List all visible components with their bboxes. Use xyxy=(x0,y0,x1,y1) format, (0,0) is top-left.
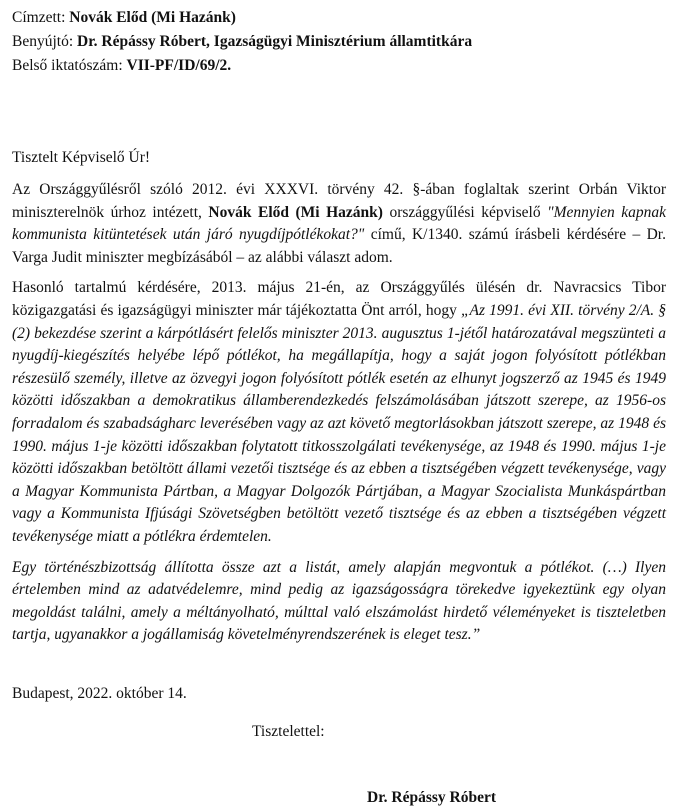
date-line: Budapest, 2022. október 14. xyxy=(12,685,187,702)
paragraph-2 xyxy=(12,277,666,548)
closing-line: Tisztelettel: xyxy=(252,723,325,740)
reference-value: VII-PF/ID/69/2. xyxy=(126,57,232,74)
p2-quote: „Az 1991. évi XII. törvény 2/A. § (2) bekezdése szerint a kárpótlásért felelős miniszter 2013. augusztus 1-jétől határozatával megszünteti a nyugdíj-kiegészítés helyébe lépő pótlékot, ha megállapítja, hogy a saját jogon folyósított pótlékban részesülő személy, illetve az özvegyi jogon folyósított pótlék esetén az elhunyt jogszerző az 1945 és 1949 közötti időszakban a demokratikus államberendezkedés felszámolásában játszott szerepe, az 1956-os forradalom és szabadságharc leverésében vagy az azt követő megtorlásokban játszott szerepe, az 1948 és 1990. május 1-je közötti időszakban folytatott titkosszolgálati tevékenysége, az 1948 és 1990. május 1-je közötti időszakban betöltött állami vezetői tisztsége és az ebben a tisztségében végzett tevékenysége, vagy a Magyar Kommunista Pártban, a Magyar Dolgozók Pártjában, a Magyar Szocialista Munkáspártban vagy a Kommunista Ifjúsági Szövetségben betöltött vezető tisztsége és az ebben a tisztségében végzett tevékenysége miatt a pótlékra érdemtelen. xyxy=(12,301,666,545)
reference-label: Belső iktatószám: xyxy=(12,57,123,74)
submitter-value: Dr. Répássy Róbert, Igazságügyi Minisztérium államtitkára xyxy=(77,33,473,50)
p1-text-c: országgyűlési képviselő xyxy=(382,203,548,221)
p1-mp-name: Novák Előd (Mi Hazánk) xyxy=(208,203,383,221)
submitter-line xyxy=(12,30,666,54)
recipient-line xyxy=(12,6,666,30)
paragraph-3 xyxy=(12,557,666,647)
paragraph-1 xyxy=(12,179,666,269)
p1-text-a: Az Országgyűlésről szóló 2012. évi XXXVI. törvény 42. §-ában foglaltak szerint Orbán Viktor miniszterelnök úrhoz intézett, xyxy=(12,181,666,221)
recipient-label: Címzett: xyxy=(12,9,66,26)
greeting: Tisztelt Képviselő Úr! xyxy=(12,149,151,166)
p2-text-a: Hasonló tartalmú kérdésére, 2013. május 21-én, az Országgyűlés ülésén dr. Navracsics Tibor közigazgatási és igazságügyi miniszter már tájékoztatta Önt arról, hogy xyxy=(12,279,666,319)
letter-page xyxy=(12,6,667,806)
p1-text-e: című, K/1340. számú írásbeli kérdésére – Dr. Varga Judit miniszter megbízásából – az alábbi választ adom. xyxy=(12,226,666,266)
letter-body xyxy=(12,179,666,655)
submitter-label: Benyújtó: xyxy=(12,33,74,50)
signer-name: Dr. Répássy Róbert xyxy=(367,789,497,806)
reference-line xyxy=(12,54,666,78)
recipient-value: Novák Előd (Mi Hazánk) xyxy=(69,9,236,26)
p1-question-title: "Mennyien kapnak kommunista kitüntetések után járó nyugdíjpótlékokat?" xyxy=(12,203,667,244)
p3-quote: Egy történészbizottság állította össze azt a listát, amely alapján megvontuk a pótlékot. (…) Ilyen értelemben mind az adatvédelemre, mind pedig az igazságosságra törekedve igyekeztünk egy olyan megoldást találni, amely a méltányolható, múlttal való elszámolást hirdető véleményeket is tiszteletben tartja, ugyanakkor a jogállamiság követelményrendszerének is eleget tesz.” xyxy=(12,558,666,644)
